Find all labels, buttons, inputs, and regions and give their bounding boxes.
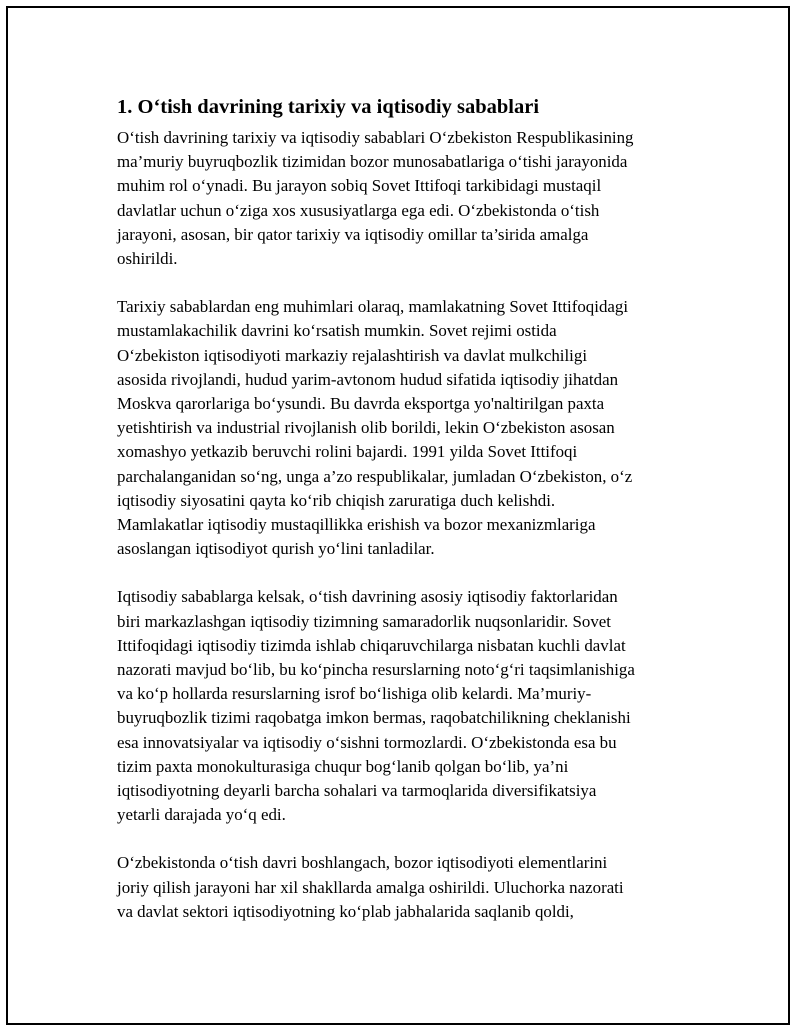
paragraph-line: oshirildi. xyxy=(117,249,178,269)
paragraph-line: muhim rol o‘ynadi. Bu jarayon sobiq Sovet Ittifoqi tarkibidagi mustaqil xyxy=(117,176,602,196)
section-heading: 1. O‘tish davrining tarixiy va iqtisodiy sabablari xyxy=(117,96,540,118)
paragraph-line: va davlat sektori iqtisodiyotning ko‘plab jabhalarida saqlanib qoldi, xyxy=(117,901,574,921)
paragraph-line: mustamlakachilik davrini ko‘rsatish mumkin. Sovet rejimi ostida xyxy=(117,321,557,341)
paragraph-line: O‘zbekistonda o‘tish davri boshlangach, bozor iqtisodiyoti elementlarini xyxy=(117,853,608,873)
paragraph-line: Iqtisodiy sabablarga kelsak, o‘tish davrining asosiy iqtisodiy faktorlaridan xyxy=(117,587,618,607)
document-body xyxy=(117,94,687,948)
paragraph-line: Tarixiy sabablardan eng muhimlari olaraq, mamlakatning Sovet Ittifoqidagi xyxy=(117,297,629,317)
paragraph-line: esa innovatsiyalar va iqtisodiy o‘sishni tormozlardi. O‘zbekistonda esa bu xyxy=(117,732,617,752)
paragraph-line: nazorati mavjud bo‘lib, bu ko‘pincha resurslarning noto‘g‘ri taqsimlanishiga xyxy=(117,660,635,680)
paragraph-line: Moskva qarorlariga bo‘ysundi. Bu davrda eksportga yo'naltirilgan paxta xyxy=(117,394,605,414)
paragraph-line: davlatlar uchun o‘ziga xos xususiyatlarga ega edi. O‘zbekistonda o‘tish xyxy=(117,200,600,220)
paragraph-line: tizim paxta monokulturasiga chuqur bog‘lanib qolgan bo‘lib, ya’ni xyxy=(117,756,569,776)
paragraph-line: iqtisodiy siyosatini qayta ko‘rib chiqish zaruratiga duch kelishdi. xyxy=(117,490,556,510)
paragraph-3 xyxy=(117,585,687,827)
paragraph-line: asoslangan iqtisodiyot qurish yo‘lini tanladilar. xyxy=(117,539,435,559)
paragraph-line: xomashyo yetkazib beruvchi rolini bajardi. 1991 yilda Sovet Ittifoqi xyxy=(117,442,578,462)
paragraph-line: joriy qilish jarayoni har xil shakllarda amalga oshirildi. Uluchorka nazorati xyxy=(117,877,624,897)
paragraph-line: ma’muriy buyruqbozlik tizimidan bozor munosabatlariga o‘tishi jarayonida xyxy=(117,152,628,172)
paragraph-line: biri markazlashgan iqtisodiy tizimning samaradorlik nuqsonlaridir. Sovet xyxy=(117,611,611,631)
paragraph-line: iqtisodiyotning deyarli barcha sohalari va tarmoqlarida diversifikatsiya xyxy=(117,781,597,801)
paragraph-line: va ko‘p hollarda resurslarning isrof bo‘lishiga olib kelardi. Ma’muriy- xyxy=(117,684,592,704)
paragraph-line: yetishtirish va industrial rivojlanish olib borildi, lekin O‘zbekiston asosan xyxy=(117,418,615,438)
paragraph-line: parchalanganidan so‘ng, unga a’zo respublikalar, jumladan O‘zbekiston, o‘z xyxy=(117,466,633,486)
paragraph-4 xyxy=(117,851,687,924)
paragraph-1 xyxy=(117,126,687,271)
paragraph-line: buyruqbozlik tizimi raqobatga imkon bermas, raqobatchilikning cheklanishi xyxy=(117,708,631,728)
paragraph-line: O‘tish davrining tarixiy va iqtisodiy sabablari O‘zbekiston Respublikasining xyxy=(117,128,634,147)
paragraph-line: Mamlakatlar iqtisodiy mustaqillikka erishish va bozor mexanizmlariga xyxy=(117,515,596,535)
paragraph-2 xyxy=(117,295,687,561)
paragraph-line: O‘zbekiston iqtisodiyoti markaziy rejalashtirish va davlat mulkchiligi xyxy=(117,345,588,365)
paragraph-line: Ittifoqidagi iqtisodiy tizimda ishlab chiqaruvchilarga nisbatan kuchli davlat xyxy=(117,635,626,655)
paragraph-line: asosida rivojlandi, hudud yarim-avtonom hudud sifatida iqtisodiy jihatdan xyxy=(117,369,619,389)
paragraph-line: yetarli darajada yo‘q edi. xyxy=(117,805,286,825)
paragraph-line: jarayoni, asosan, bir qator tarixiy va iqtisodiy omillar ta’sirida amalga xyxy=(117,224,589,244)
